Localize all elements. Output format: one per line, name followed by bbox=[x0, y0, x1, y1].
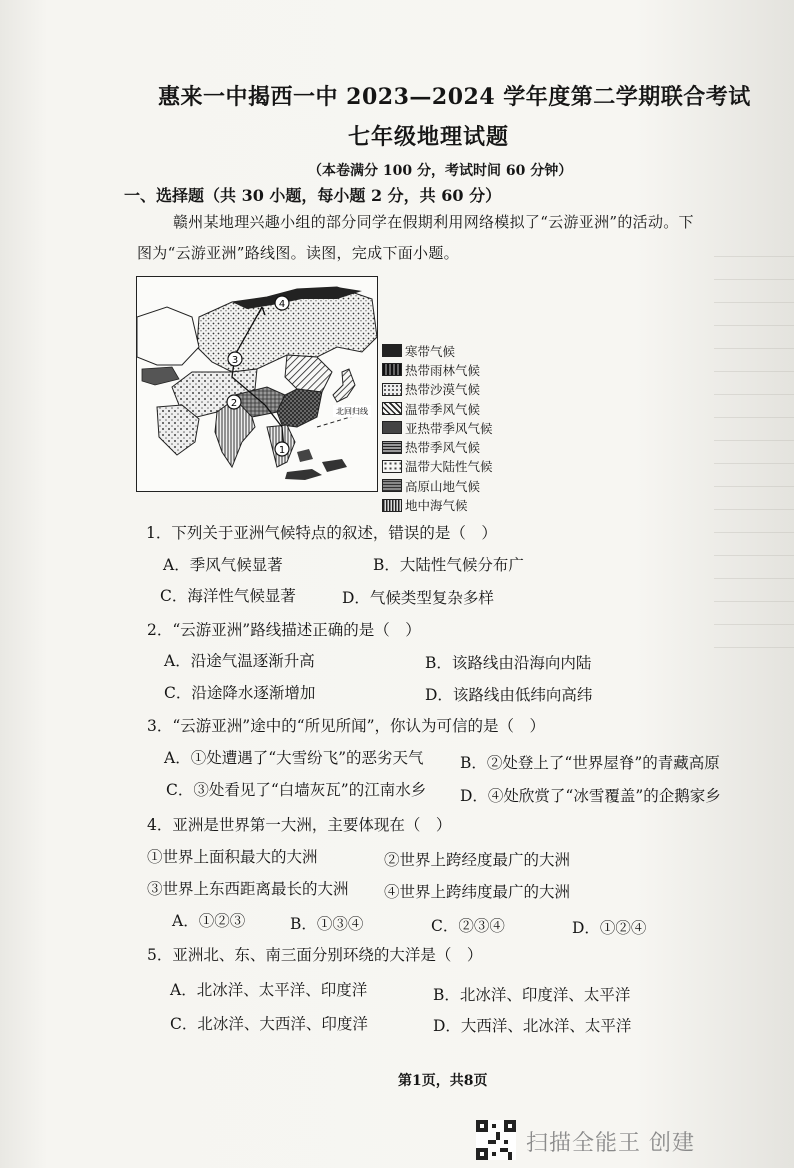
intro-line-2: 图为“云游亚洲”路线图。读图，完成下面小题。 bbox=[137, 244, 459, 262]
q3-option-b: B．②处登上了“世界屋脊”的青藏高原 bbox=[460, 754, 720, 772]
q3-option-d: D．④处欣赏了“冰雪覆盖”的企鹅家乡 bbox=[460, 787, 721, 805]
q1-option-a: A．季风气候显著 bbox=[163, 556, 283, 574]
q4-statement-2: ②世界上跨经度最广的大洲 bbox=[384, 851, 571, 869]
climate-legend bbox=[382, 341, 493, 515]
q5-option-b: B．北冰洋、印度洋、太平洋 bbox=[433, 986, 631, 1004]
q4-statement-4: ④世界上跨纬度最广的大洲 bbox=[384, 883, 571, 901]
q2-option-d: D．该路线由低纬向高纬 bbox=[425, 686, 593, 704]
asia-route-map bbox=[136, 276, 378, 492]
question-1: 1．下列关于亚洲气候特点的叙述，错误的是（ ） bbox=[146, 524, 497, 542]
exam-subtitle: 七年级地理试题 bbox=[348, 124, 510, 150]
q5-option-d: D．大西洋、北冰洋、太平洋 bbox=[433, 1017, 632, 1035]
swatch-icon bbox=[382, 460, 402, 473]
tropic-label: 北回归线 bbox=[336, 407, 368, 416]
q4-option-b: B．①③④ bbox=[290, 915, 364, 933]
qr-code-icon bbox=[476, 1120, 516, 1160]
section-heading: 一、选择题（共 30 小题，每小题 2 分，共 60 分） bbox=[124, 186, 502, 205]
q5-option-a: A．北冰洋、太平洋、印度洋 bbox=[170, 981, 368, 999]
q3-option-c: C．③处看见了“白墙灰瓦”的江南水乡 bbox=[166, 781, 427, 799]
svg-text:1: 1 bbox=[278, 445, 286, 456]
route-marker-1 bbox=[275, 442, 289, 456]
q4-statement-3: ③世界上东西距离最长的大洲 bbox=[147, 880, 349, 898]
intro-line-1: 赣州某地理兴趣小组的部分同学在假期利用网络模拟了“云游亚洲”的活动。下 bbox=[173, 213, 694, 231]
svg-text:4: 4 bbox=[278, 299, 286, 310]
legend-item-tropical-monsoon: 热带季风气候 bbox=[382, 437, 493, 456]
legend-item-cold: 寒带气候 bbox=[382, 341, 493, 360]
q2-option-a: A．沿途气温逐渐升高 bbox=[164, 652, 315, 670]
question-2: 2．“云游亚洲”路线描述正确的是（ ） bbox=[147, 621, 421, 639]
page-number: 第1页，共8页 bbox=[398, 1073, 488, 1089]
asia-map-graphic bbox=[137, 277, 377, 491]
q1-option-b: B．大陆性气候分布广 bbox=[373, 556, 524, 574]
legend-item-plateau: 高原山地气候 bbox=[382, 476, 493, 495]
q1-option-d: D．气候类型复杂多样 bbox=[342, 589, 494, 607]
q2-option-b: B．该路线由沿海向内陆 bbox=[425, 654, 592, 672]
legend-item-mediterranean: 地中海气候 bbox=[382, 495, 493, 514]
route-marker-3 bbox=[228, 352, 242, 366]
swatch-icon bbox=[382, 441, 402, 454]
question-4: 4．亚洲是世界第一大洲，主要体现在（ ） bbox=[147, 816, 452, 834]
q4-option-a: A．①②③ bbox=[172, 912, 246, 930]
route-marker-2 bbox=[227, 395, 241, 409]
legend-item-continental: 温带大陆性气候 bbox=[382, 457, 493, 476]
q5-option-c: C．北冰洋、大西洋、印度洋 bbox=[170, 1015, 368, 1033]
q3-option-a: A．①处遭遇了“大雪纷飞”的恶劣天气 bbox=[164, 749, 424, 767]
question-3: 3．“云游亚洲”途中的“所见所闻”，你认为可信的是（ ） bbox=[147, 717, 546, 735]
q4-statement-1: ①世界上面积最大的大洲 bbox=[147, 848, 318, 866]
svg-text:2: 2 bbox=[230, 398, 238, 409]
legend-item-temperate-monsoon: 温带季风气候 bbox=[382, 399, 493, 418]
swatch-icon bbox=[382, 363, 402, 376]
q1-option-c: C．海洋性气候显著 bbox=[160, 587, 296, 605]
legend-item-rainforest: 热带雨林气候 bbox=[382, 360, 493, 379]
legend-item-subtropical-monsoon: 亚热带季风气候 bbox=[382, 418, 493, 437]
swatch-icon bbox=[382, 421, 402, 434]
scanner-watermark: 扫描全能王 创建 bbox=[526, 1131, 695, 1156]
swatch-icon bbox=[382, 344, 402, 357]
swatch-icon bbox=[382, 499, 402, 512]
route-marker-4 bbox=[275, 296, 289, 310]
question-5: 5．亚洲北、东、南三面分别环绕的大洋是（ ） bbox=[147, 946, 483, 964]
swatch-icon bbox=[382, 402, 402, 415]
svg-text:3: 3 bbox=[231, 355, 239, 366]
swatch-icon bbox=[382, 383, 402, 396]
legend-item-desert: 热带沙漠气候 bbox=[382, 380, 493, 399]
q4-option-d: D．①②④ bbox=[572, 919, 647, 937]
q4-option-c: C．②③④ bbox=[431, 917, 505, 935]
exam-note: （本卷满分 100 分，考试时间 60 分钟） bbox=[308, 163, 573, 179]
q2-option-c: C．沿途降水逐渐增加 bbox=[164, 684, 316, 702]
swatch-icon bbox=[382, 479, 402, 492]
show-through-bleed bbox=[714, 250, 794, 670]
exam-title: 惠来一中揭西一中 2023—2024 学年度第二学期联合考试 bbox=[158, 84, 751, 110]
